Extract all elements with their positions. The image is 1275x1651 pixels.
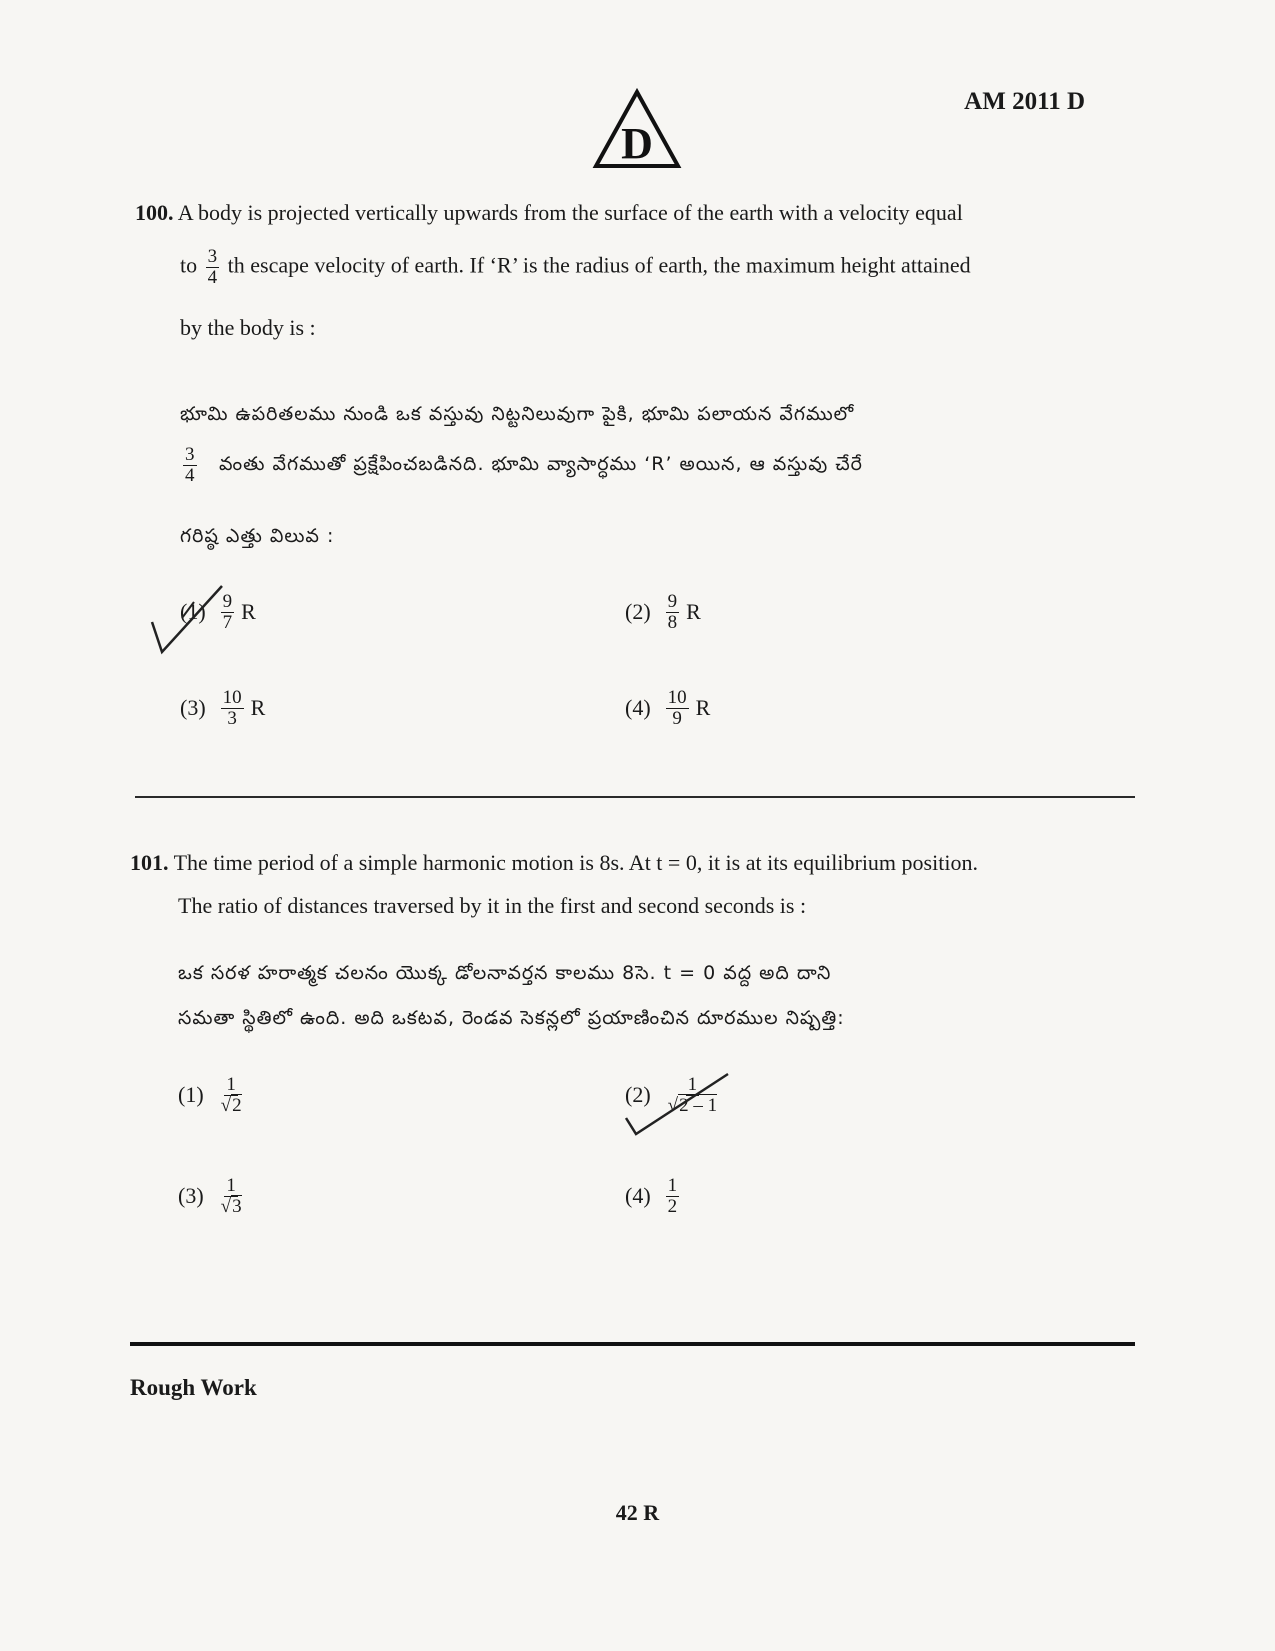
question-text-en-line2: The ratio of distances traversed by it in the first and second seconds is : — [178, 893, 807, 918]
handwritten-tick-icon — [148, 582, 228, 657]
fraction — [206, 247, 220, 288]
option-suffix: R — [241, 599, 256, 625]
rough-work-divider — [130, 1342, 1135, 1346]
question-text-en-line3: by the body is : — [180, 315, 316, 340]
option-label: (1) — [180, 599, 206, 625]
option-1[interactable] — [178, 1075, 247, 1116]
option-label: (4) — [625, 1183, 651, 1209]
booklet-series-logo — [592, 88, 682, 170]
option-label: (2) — [625, 1082, 651, 1108]
option-suffix: R — [250, 695, 266, 721]
option-4[interactable] — [625, 1176, 682, 1217]
sqrt-symbol: √ — [220, 1195, 232, 1217]
sqrt-symbol: √ — [220, 1094, 232, 1116]
question-number: 100. — [135, 200, 174, 225]
question-text-en-line1: The time period of a simple harmonic motion is 8s. At t = 0, it is at its equilibrium position. — [173, 850, 978, 875]
page-number: 42 R — [615, 1500, 660, 1525]
fraction-denominator: 2 — [667, 1195, 678, 1217]
option-label: (4) — [625, 695, 651, 721]
fraction-denominator: 4 — [207, 266, 218, 288]
fraction-numerator: 1 — [667, 1175, 678, 1196]
fraction-numerator: 1 — [687, 1074, 698, 1095]
fraction-numerator: 1 — [226, 1175, 236, 1196]
option-label: (1) — [178, 1082, 204, 1108]
question-text-te-line1: భూమి ఉపరితలము నుండి ఒక వస్తువు నిట్టనిలువుగా పైకి, భూమి పలాయన వేగములో — [180, 403, 855, 425]
sqrt-symbol: √ — [667, 1094, 679, 1116]
fraction-denominator: 3 — [227, 707, 237, 729]
fraction-denominator: 7 — [222, 611, 233, 633]
question-text-te-line3: గరిష్ఠ ఎత్తు విలువ : — [180, 525, 335, 547]
question-text-te-line1: ఒక సరళ హరాత్మక చలనం యొక్క డోలనావర్తన కాలము 8సె. t = 0 వద్ద అది దాని — [178, 962, 832, 984]
fraction-numerator: 3 — [207, 246, 218, 267]
fraction-denominator: 2 – 1 — [679, 1094, 718, 1116]
fraction-numerator: 9 — [667, 591, 678, 612]
fraction-denominator: 3 — [232, 1195, 242, 1217]
option-suffix: R — [695, 695, 711, 721]
question-number: 101. — [130, 850, 169, 875]
fraction-numerator: 10 — [667, 687, 687, 708]
option-3[interactable] — [178, 1176, 247, 1217]
option-suffix: R — [686, 599, 701, 625]
section-divider — [135, 796, 1135, 798]
svg-text:D: D — [621, 119, 653, 168]
fraction-denominator: 4 — [185, 464, 195, 486]
fraction-numerator: 1 — [226, 1074, 236, 1095]
rough-work-label: Rough Work — [130, 1375, 257, 1400]
fraction-denominator: 2 — [232, 1094, 242, 1116]
fraction — [183, 445, 197, 486]
fraction-numerator: 9 — [222, 591, 233, 612]
option-3[interactable] — [180, 688, 265, 729]
fraction-numerator: 10 — [222, 687, 242, 708]
question-text-en-line1: A body is projected vertically upwards from the surface of the earth with a velocity equal — [177, 200, 963, 225]
option-label: (3) — [178, 1183, 204, 1209]
question-text-te-line2: సమతా స్థితిలో ఉంది. అది ఒకటవ, రెండవ సెకన్లలో ప్రయాణించిన దూరముల నిష్పత్తి: — [178, 1007, 845, 1029]
question-text-en-line2-post: th escape velocity of earth. If ‘R’ is the radius of earth, the maximum height attained — [227, 252, 971, 278]
fraction-denominator: 8 — [667, 611, 678, 633]
option-2[interactable] — [625, 592, 701, 633]
question-text-en-line2-pre: to — [180, 252, 198, 278]
exam-code: AM 2011 D — [964, 88, 1085, 115]
option-label: (3) — [180, 695, 206, 721]
option-4[interactable] — [625, 688, 710, 729]
question-text-te-line2: వంతు వేగముతో ప్రక్షేపించబడినది. భూమి వ్యాసార్ధము ‘R’ అయిన, ఆ వస్తువు చేరే — [219, 453, 863, 476]
fraction-denominator: 9 — [672, 707, 682, 729]
handwritten-tick-icon — [620, 1068, 750, 1148]
fraction-numerator: 3 — [185, 444, 195, 465]
option-label: (2) — [625, 599, 651, 625]
